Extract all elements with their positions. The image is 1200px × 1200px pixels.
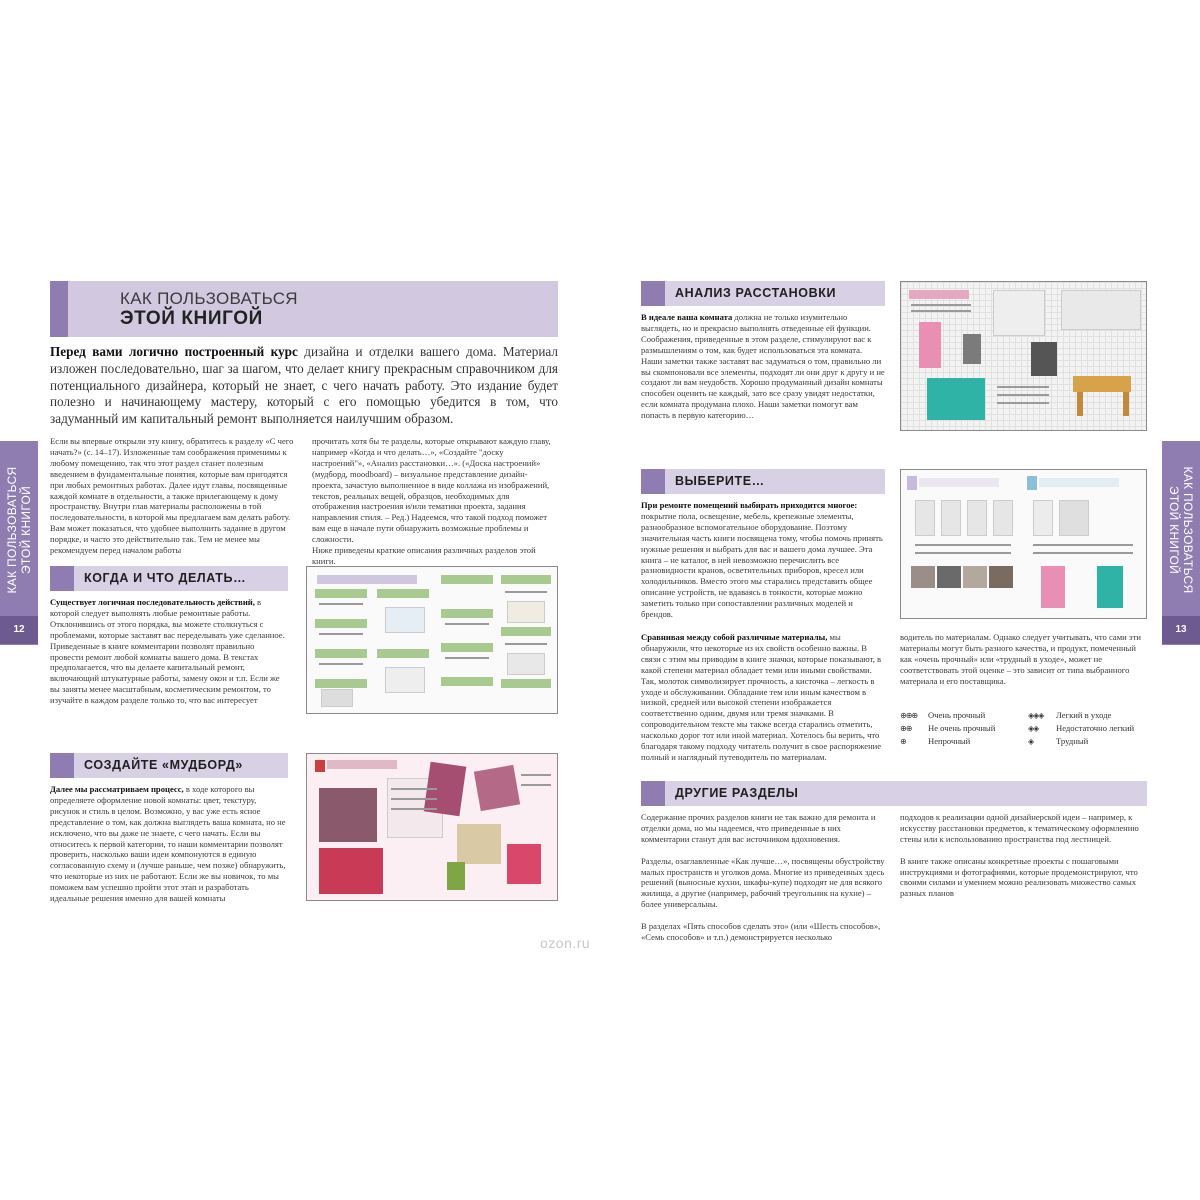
intro-rest: дизайна и отделки вашего дома. Материал изложен последовательно, шаг за шагом, что делает книгу прекрасным справочником для потенциального дизайнера, который не знает, с чего начать работу. Это издание будет полезно и начинающему мастеру, который с его помощью убедится в том, что задуманный им капитальный ремонт выполняется наилучшим образом. <box>50 344 558 427</box>
left-tab-label-line1: КАК ПОЛЬЗОВАТЬСЯ <box>5 466 19 594</box>
section-choose-lead: При ремонте помещений выбирать приходится многое: <box>641 500 858 510</box>
section-layout-text <box>641 312 885 421</box>
section-moodboard-lead: Далее мы рассматриваем процесс, <box>50 784 184 794</box>
legend-label: Легкий в уходе <box>1056 710 1112 720</box>
intro-paragraph <box>50 344 558 428</box>
section-accent <box>50 753 74 778</box>
section-layout-body: должна не только изумительно выглядеть, но и прекрасно выполнять отведенные ей функции. Соображения, приведенные в этом разделе, стимулируют вас к размышлениям о том, как будет использоваться эта комната. Наши заметки также заставят вас задуматься о том, правильно ли вы скомпоновали все элементы, подходят ли они друг к другу и не создают ли вам неудобств. Хорошо продуманный дизайн комнаты способен оценить не каждый, зато все сразу увидят недостатки, если комната продумана плохо. Наши заметки помогут вам попасть в первую категорию… <box>641 312 885 421</box>
legend-row-strong2 <box>900 723 995 733</box>
left-side-tab <box>0 441 38 645</box>
section-other-col1-p3: В разделах «Пять способов сделать это» (или «Шесть способов», «Семь способов» и т.п.) демонстрируется несколько <box>641 921 881 942</box>
right-tab-label-line2: ЭТОЙ КНИГОЙ <box>1167 485 1181 575</box>
legend-row-care1 <box>1028 736 1088 746</box>
section-other-col1 <box>641 812 885 943</box>
materials-body: мы обнаружили, что некоторые из их свойств особенно важны. В связи с этим мы приводим в книге значки, которые показывают, в какой степени материал обладает теми или иными свойствами. Так, молоток символизирует прочность, а кисточка – легкость в уходе и обслуживании. Обладание тем или иным качеством в низкой, средней или высокой степени изображается соответственно одним, двумя или тремя значками. В сопроводительном тексте мы также всегда старались отметить, насколько дорог тот или иной материал. Хотелось бы верить, что благодаря такому подходу читатель получит в свое распоряжение полный и наглядный путеводитель по материалам. <box>641 632 882 762</box>
section-other-col1-p2: Разделы, озаглавленные «Как лучше…», посвящены обустройству малых пространств и уголков дома. Многие из приведенных здесь решений (выносные кухни, шкафы-купе) подходят не для всякого жилища, а другие (например, рабочий треугольник на кухне) – более универсальны. <box>641 855 885 910</box>
section-moodboard-body: в ходе которого вы определяете оформление новой комнаты: цвет, текстуру, рисунок и стиль в целом. Возможно, у вас уже есть ясное представление о том, как должна выглядеть ваша комната, но не исключено, что вы даже не знаете, с чего начать. Если вы относитесь к первой категории, то наши комментарии позволят проверить, насколько ваши идеи компонуются в единую согласованную схему и (лучше раньше, чем позже) обнаружить, что некоторые из них не работают. Если же вы новичок, то мы поможем вам успешно пройти этот этап и разработать идеальные решения именно для вашей комнаты <box>50 784 286 904</box>
section-layout-lead: В идеале ваша комната <box>641 312 733 322</box>
right-side-tab <box>1162 441 1200 645</box>
section-header-moodboard <box>50 753 288 778</box>
legend-row-care3 <box>1028 710 1111 720</box>
legend-label: Непрочный <box>928 736 971 746</box>
left-page-number: 12 <box>0 616 38 644</box>
left-tab-label-line2: ЭТОЙ КНИГОЙ <box>19 485 33 575</box>
thumbnail-when-spread <box>306 566 558 714</box>
left-body-col2-tail: Ниже приведены краткие описания различных разделов этой книги. <box>312 545 536 566</box>
hammer-icon: ⊕⊕ <box>900 724 912 733</box>
brush-icon: ◈◈◈ <box>1028 711 1044 720</box>
section-title: ДРУГИЕ РАЗДЕЛЫ <box>675 786 799 800</box>
brush-icon: ◈◈ <box>1028 724 1039 733</box>
section-when-text <box>50 597 288 706</box>
materials-text-col2: водитель по материалам. Однако следует учитывать, что сами эти материалы могут быть разного качества, и продукт, помеченный как «очень прочный» или «трудный в уходе», может не соответствовать этой оценке – это зависит от типа выбранного материала и его поставщика. <box>900 632 1141 686</box>
title-accent-bar <box>50 281 68 337</box>
section-title: АНАЛИЗ РАССТАНОВКИ <box>675 286 837 300</box>
section-header-when <box>50 566 288 591</box>
hammer-icon: ⊕ <box>900 737 906 746</box>
materials-legend <box>900 706 1147 756</box>
legend-row-care2 <box>1028 723 1134 733</box>
section-other-col2-p1: подходов к реализации одной дизайнерской идеи – например, к искусству расстановки предметов, к тематическому оформлению стены или к использованию пространства под лестницей. <box>900 812 1139 844</box>
thumbnail-choose-spread <box>900 469 1147 619</box>
legend-label: Не очень прочный <box>928 723 996 733</box>
section-header-choose <box>641 469 885 494</box>
brush-icon: ◈ <box>1028 737 1034 746</box>
legend-label: Трудный <box>1056 736 1089 746</box>
section-other-col2-p2: В книге также описаны конкретные проекты с пошаговыми инструкциями и фотографиями, которые продемонстрируют, что своими силами и умением можно реализовать множество самых разных планов <box>900 855 1138 899</box>
hammer-icon: ⊕⊕⊕ <box>900 711 918 720</box>
left-body-col1: Если вы впервые открыли эту книгу, обратитесь к разделу «С чего начать?» (с. 14–17). Изложенные там соображения применимы к любому помещению, так что этот раздел станет полезным введением в фундаментальные понятия, которые вам пригодятся при любых ремонтных работах. Далее идут главы, посвященные каждой комнате в отдельности, а также прилегающему к дому пространству. Внутри глав материалы расположены в той последовательности, в которой мы предлагаем вам делать работу. Вам может показаться, что удобнее выполнить задание в другом порядке, и часто это действительно так. Тем не менее мы рекомендуем перед началом работы <box>50 436 294 556</box>
left-body-col2-text: прочитать хотя бы те разделы, которые открывают каждую главу, например «Когда и что делать…», «Создайте "доску настроений"», «Анализ расстановки…». («Доска настроений» (мудборд, moodboard) – визуальное представление дизайн-проекта, зачастую выполненное в виде коллажа из изображений, текстов, реальных вещей, образцов, необходимых для отображения настроения и/или тематики проекта, задания направления стиля. – Ред.) Надеемся, что такой подход поможет вам еще в начале пути обнаружить возможные проблемы и сложности. <box>312 436 551 545</box>
section-when-lead: Существует логичная последовательность действий, <box>50 597 255 607</box>
legend-label: Очень прочный <box>928 710 986 720</box>
section-moodboard-text <box>50 784 288 904</box>
section-title: КОГДА И ЧТО ДЕЛАТЬ… <box>84 571 247 585</box>
section-choose-text <box>641 500 885 620</box>
section-choose-body: покрытие пола, освещение, мебель, крепежные элементы, разнообразное вспомогательное оборудование. Поэтому значительная часть книги посвящена тому, чтобы помочь принять нужные решения и выбрать для вас и вашего дома лучшее. Эта книга – не каталог, в ней невозможно перечислить все разновидности кранов, осветительных приборов, кресел или холодильников. Вместо этого мы старались представить общее описание устройств, не вдаваясь в тонкости, которые можно заметить только при сопоставлении различных моделей и брендов. <box>641 510 883 620</box>
section-other-col2 <box>900 812 1147 899</box>
section-accent <box>641 781 665 806</box>
section-accent <box>641 469 665 494</box>
intro-lead: Перед вами логично построенный курс <box>50 344 298 359</box>
section-header-layout <box>641 281 885 306</box>
thumbnail-layout-spread <box>900 281 1147 431</box>
section-accent <box>641 281 665 306</box>
legend-label: Недостаточно легкий <box>1056 723 1135 733</box>
section-other-col1-p1: Содержание прочих разделов книги не так важно для ремонта и отделки дома, но мы надеемся, что приведенные в них комментарии станут для вас источником вдохновения. <box>641 812 876 844</box>
left-body-col2 <box>312 436 558 567</box>
watermark: ozon.ru <box>540 935 591 951</box>
page-title-line2: ЭТОЙ КНИГОЙ <box>120 308 263 329</box>
left-tab-label <box>5 452 33 608</box>
materials-text <box>641 632 885 763</box>
right-tab-label <box>1167 452 1195 608</box>
section-header-other <box>641 781 1147 806</box>
section-when-body: в которой следует выполнять любые ремонтные работы. Отклонившись от этого порядка, вы можете столкнуться с проблемами, которые заставят вас переделывать уже сделанное. Приведенные в книге комментарии позволят правильно провести ремонт любой комнаты вашего дома. В текстах предполагается, что вы делаете капитальный ремонт, включающий штукатурные работы, замену окон и т.п. Если же вы заняты менее масштабным, косметическим ремонтом, то изучайте в каждом разделе только то, что вас интересует <box>50 597 285 706</box>
section-title: ВЫБЕРИТЕ… <box>675 474 765 488</box>
page-title-block <box>50 281 558 337</box>
right-tab-label-line1: КАК ПОЛЬЗОВАТЬСЯ <box>1181 466 1195 594</box>
thumbnail-moodboard-spread <box>306 753 558 901</box>
section-accent <box>50 566 74 591</box>
right-page-number: 13 <box>1162 616 1200 644</box>
materials-lead: Сравнивая между собой различные материалы, <box>641 632 828 642</box>
section-title: СОЗДАЙТЕ «МУДБОРД» <box>84 758 243 772</box>
page-title-line1: КАК ПОЛЬЗОВАТЬСЯ <box>120 289 298 308</box>
legend-row-strong3 <box>900 710 985 720</box>
legend-row-strong1 <box>900 736 970 746</box>
